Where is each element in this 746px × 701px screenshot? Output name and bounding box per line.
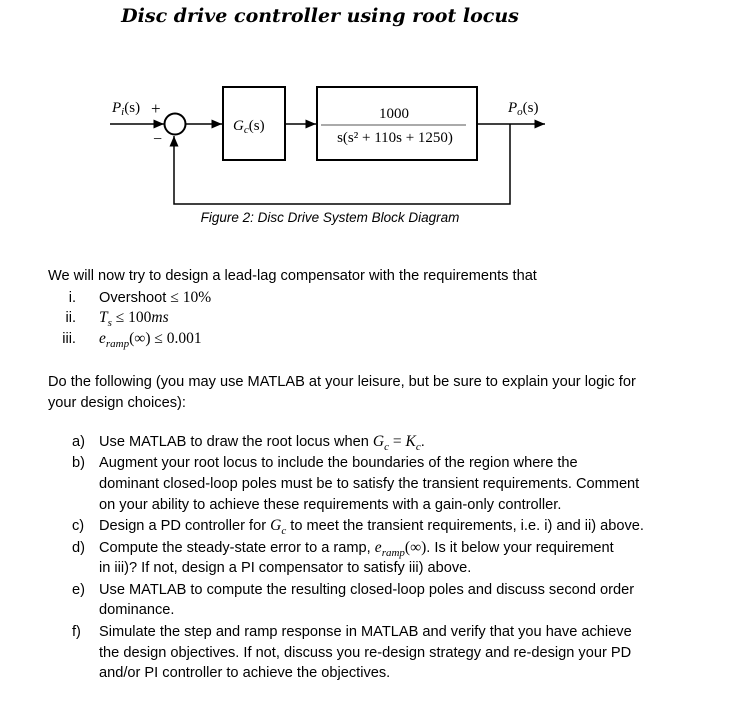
math-subscript: c: [281, 525, 287, 538]
math-subscript: c: [415, 440, 421, 453]
math-subscript: ramp: [105, 337, 130, 350]
input-label: $P_i(s)$: [112, 100, 141, 118]
requirement-marker: iii.: [62, 330, 76, 347]
text-segment: to meet the transient requirements, i.e. i) and ii) above.: [286, 518, 644, 535]
math-expression: (∞) ≤ 0.001: [129, 329, 202, 347]
math-expression: ms: [151, 309, 169, 327]
text-segment: .: [420, 434, 425, 450]
task-line: [99, 643, 631, 663]
math-subscript: ramp: [381, 546, 405, 559]
text-segment: Simulate the step and ramp response in MATLAB and verify that you have achieve: [99, 623, 632, 640]
math-expression: ≤ 10%: [170, 289, 212, 306]
text-segment: Design a PD controller for: [99, 518, 271, 535]
math-expression: T: [99, 309, 108, 327]
task-line: [99, 663, 390, 683]
text-segment: . Is it below your requirement: [426, 539, 614, 556]
summing-junction: [165, 114, 186, 135]
text-segment: dominant closed-loop poles must be to satisfy the transient requirements. Comment: [99, 476, 640, 493]
text-segment: Augment your root locus to include the boundaries of the region where the: [99, 455, 578, 472]
requirement-item: [99, 329, 202, 354]
plant-numerator: 1000: [379, 106, 409, 122]
plant-block: [317, 87, 477, 160]
task-marker: c): [72, 518, 85, 535]
task-marker: b): [72, 455, 85, 472]
math-subscript: c: [384, 440, 389, 453]
text-segment: Overshoot: [99, 290, 171, 306]
requirement-item: [99, 288, 211, 308]
block-diagram: [0, 0, 746, 240]
math-subscript: s: [107, 317, 112, 330]
math-expression: K: [405, 433, 416, 450]
math-expression: =: [388, 433, 406, 450]
task-marker: a): [72, 434, 85, 450]
task-line: [99, 558, 471, 578]
minus-sign: −: [153, 131, 163, 148]
plus-sign: +: [151, 99, 161, 118]
instruction-line: Do the following (you may use MATLAB at your leisure, but be sure to explain your logic for: [48, 374, 636, 390]
text-segment: in iii)? If not, design a PI compensator to satisfy iii) above.: [99, 560, 472, 577]
text-segment: the design objectives. If not, discuss you re-design strategy and re-design your PD: [99, 644, 632, 661]
task-line: [99, 580, 634, 600]
requirement-marker: ii.: [65, 310, 76, 327]
task-marker: d): [72, 539, 85, 556]
math-expression: G: [270, 517, 282, 535]
plant-denominator: s(s² + 110s + 1250): [337, 130, 453, 146]
text-segment: and/or PI controller to achieve the objectives.: [99, 665, 391, 682]
text-segment: Use MATLAB to draw the root locus when: [99, 434, 373, 450]
task-marker: e): [72, 581, 85, 598]
document-title: Disc drive controller using root locus: [121, 5, 519, 27]
math-expression: G: [372, 433, 385, 450]
instruction-line: your design choices):: [48, 395, 186, 411]
math-expression: (∞): [404, 538, 427, 556]
output-label: $P_o(s)$: [508, 100, 539, 118]
controller-label: $G_c(s)$: [233, 118, 265, 136]
math-expression: ≤ 100: [111, 309, 152, 327]
text-segment: Compute the steady-state error to a ramp,: [99, 539, 375, 556]
math-expression: e: [99, 329, 106, 347]
math-expression: e: [374, 538, 382, 556]
task-line: [99, 495, 561, 515]
task-marker: f): [72, 623, 81, 640]
task-line: [99, 600, 174, 620]
text-segment: Use MATLAB to compute the resulting closed-loop poles and discuss second order: [99, 581, 635, 598]
text-segment: on your ability to achieve these requirements with a gain-only controller.: [99, 496, 562, 513]
task-line: [99, 453, 578, 473]
text-segment: dominance.: [99, 602, 175, 619]
figure-caption: Figure 2: Disc Drive System Block Diagram: [200, 210, 460, 225]
intro-text: We will now try to design a lead-lag compensator with the requirements that: [48, 268, 537, 284]
task-line: [99, 622, 632, 642]
task-line: [99, 474, 639, 494]
requirement-marker: i.: [68, 290, 76, 306]
